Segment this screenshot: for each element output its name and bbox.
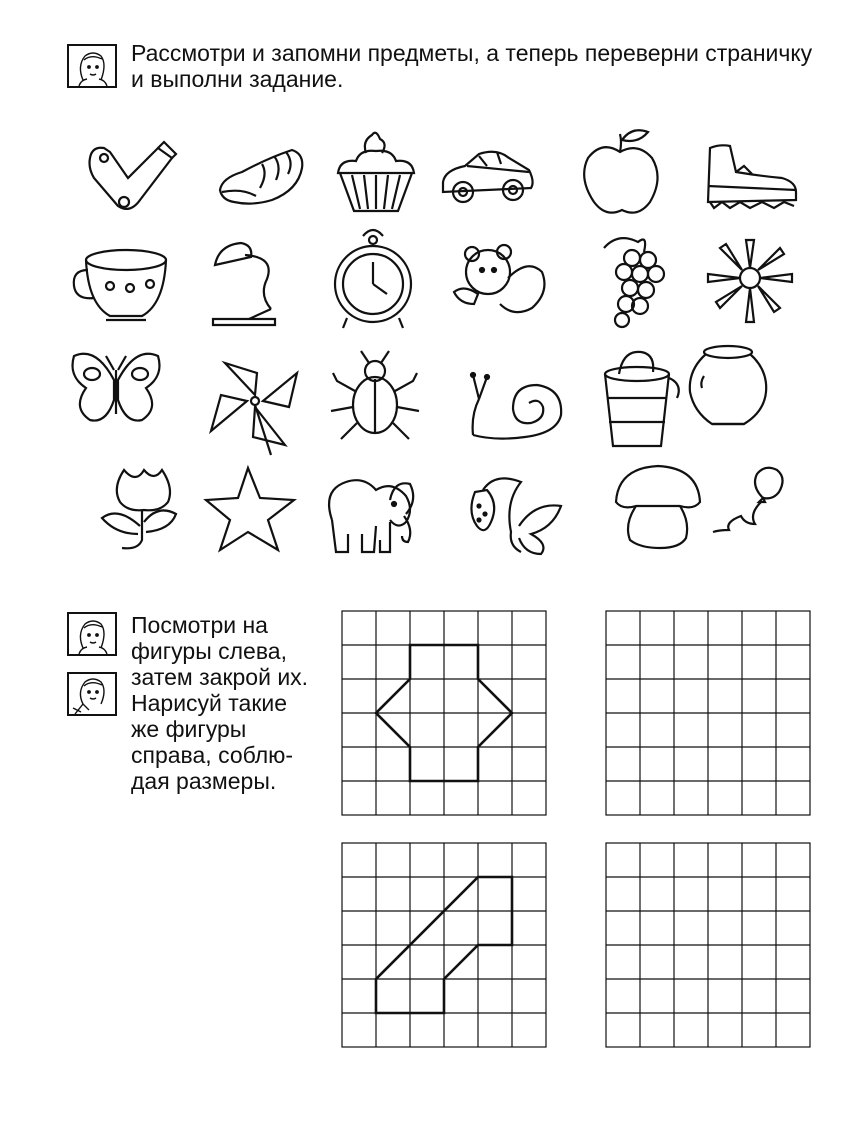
- grapes-icon: [598, 228, 698, 328]
- shoe-icon: [700, 128, 800, 228]
- drawing-grid-2[interactable]: [605, 842, 811, 1048]
- boy-face-icon: [67, 612, 117, 656]
- tulip-icon: [98, 460, 198, 560]
- task2-instruction: [131, 612, 331, 794]
- bucket-icon: [595, 338, 695, 438]
- task2-line: фигуры слева,: [131, 638, 287, 664]
- task2-line: дая размеры.: [131, 768, 277, 794]
- sample-grid-2: [341, 842, 547, 1048]
- teddy-bear-icon: [450, 232, 550, 332]
- strawberry-icon: [465, 462, 565, 562]
- teacup-icon: [70, 240, 170, 340]
- task2-line: Посмотри на: [131, 612, 268, 638]
- snail-icon: [465, 355, 565, 455]
- boy-drawing-icon: [67, 672, 117, 716]
- vase-icon: [682, 340, 782, 440]
- apple-icon: [572, 122, 672, 222]
- alarm-clock-icon: [325, 222, 425, 322]
- balloon-icon: [705, 462, 805, 562]
- beetle-icon: [325, 345, 425, 445]
- task2-line: справа, соблю-: [131, 742, 294, 768]
- pinwheel-icon: [205, 355, 305, 455]
- task2-line: Нарисуй такие: [131, 690, 288, 716]
- boy-face-icon: [67, 44, 117, 88]
- flower-icon: [700, 232, 800, 332]
- butterfly-icon: [66, 340, 166, 440]
- sock-icon: [80, 128, 180, 228]
- star-icon: [208, 462, 308, 562]
- seashell-icon: [212, 132, 312, 232]
- elephant-icon: [318, 460, 418, 560]
- sample-grid-1: [341, 610, 547, 816]
- cupcake-icon: [326, 125, 426, 225]
- desk-lamp-icon: [205, 235, 305, 335]
- drawing-grid-1[interactable]: [605, 610, 811, 816]
- task1-instruction: Рассмотри и запомни предметы, а теперь переверни страничку и выполни задание.: [131, 40, 813, 92]
- task2-line: же фигуры: [131, 716, 247, 742]
- task2-line: затем закрой их.: [131, 664, 309, 690]
- mushroom-icon: [610, 462, 710, 562]
- car-icon: [437, 130, 537, 230]
